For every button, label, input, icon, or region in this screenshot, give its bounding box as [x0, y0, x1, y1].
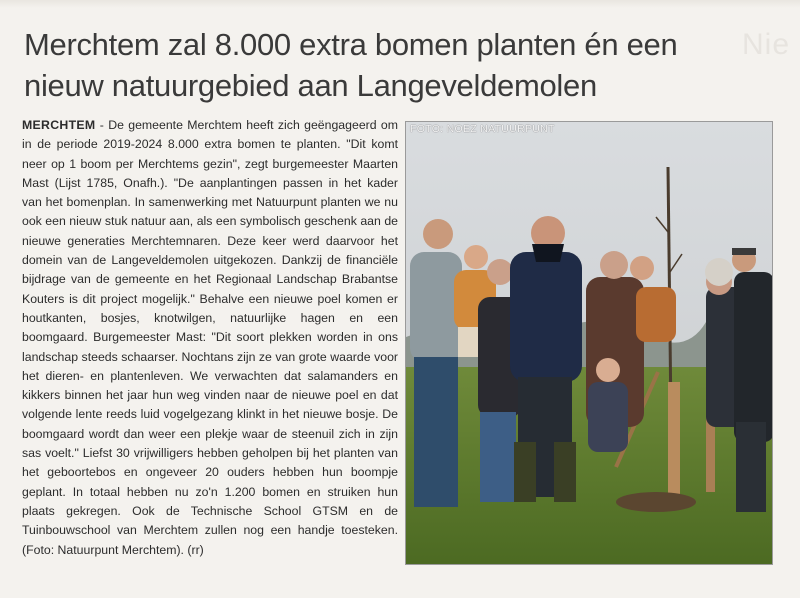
- headline-line-2: nieuw natuurgebied aan Langeveldemolen: [24, 68, 597, 103]
- bleed-through-text: Nie: [741, 28, 790, 61]
- article-text: - De gemeente Merchtem heeft zich geëngageerd om in de periode 2019-2024 8.000 extra bomen te planten. "Dit komt neer op 1 boom per Merchtems gezin", zegt burgemeester Maarten Mast (Lijst 1785, Onafh.). "De aanplantingen passen in het kader van het bomenplan. In samenwerking met Natuurpunt planten we nu ook een nieuw stuk natuur aan, als een symbolisch geschenk aan de nieuwe generaties Merchtemnaren. Deze keer werd daarvoor het domein van de Langeveldemolen uitgekozen. Dankzij de financiële bijdrage van de gemeente en het Regionaal Landschap Brabantse Kouters is dit project mogelijk." Behalve een nieuwe poel komen er houtkanten, bosjes, knotwilgen, natuurlijke hagen en een boomgaard. Burgemeester Mast: "Dit soort plekken worden in ons landschap steeds schaarser. Nochtans zijn ze van grote waarde voor het dieren- en plantenleven. We verwachten dat salamanders en kikkers binnen het jaar hun weg vinden naar de nieuwe poel en dat volgende lente reeds luid vogelgezang klinkt in het nieuwe bosje. De boomgaard wordt dan weer een plekje waar de steenuil zich in zijn sas voelt." Liefst 30 vrijwilligers hebben geholpen bij het planten van het geboortebos en ongeveer 20 ouders hebben hun boompje geplant. In totaal hebben nu zo'n 1.200 bomen en struiken hun plaats gekregen. Ook de Technische School GTSM en de Tuinbouwschool van Merchtem zullen nog een handje toesteken. (Foto: Natuurpunt Merchtem). (rr): [22, 118, 398, 557]
- dateline: MERCHTEM: [22, 118, 96, 132]
- article-headline: [24, 24, 744, 106]
- headline-line-1: Merchtem zal 8.000 extra bomen planten én een: [24, 27, 678, 62]
- article-photo: [405, 121, 773, 565]
- photo-illustration: [406, 122, 772, 564]
- scan-edge: [0, 0, 800, 8]
- photo-credit: FOTO: NOEZ NATUURPUNT: [410, 123, 555, 135]
- article-body: [22, 116, 398, 560]
